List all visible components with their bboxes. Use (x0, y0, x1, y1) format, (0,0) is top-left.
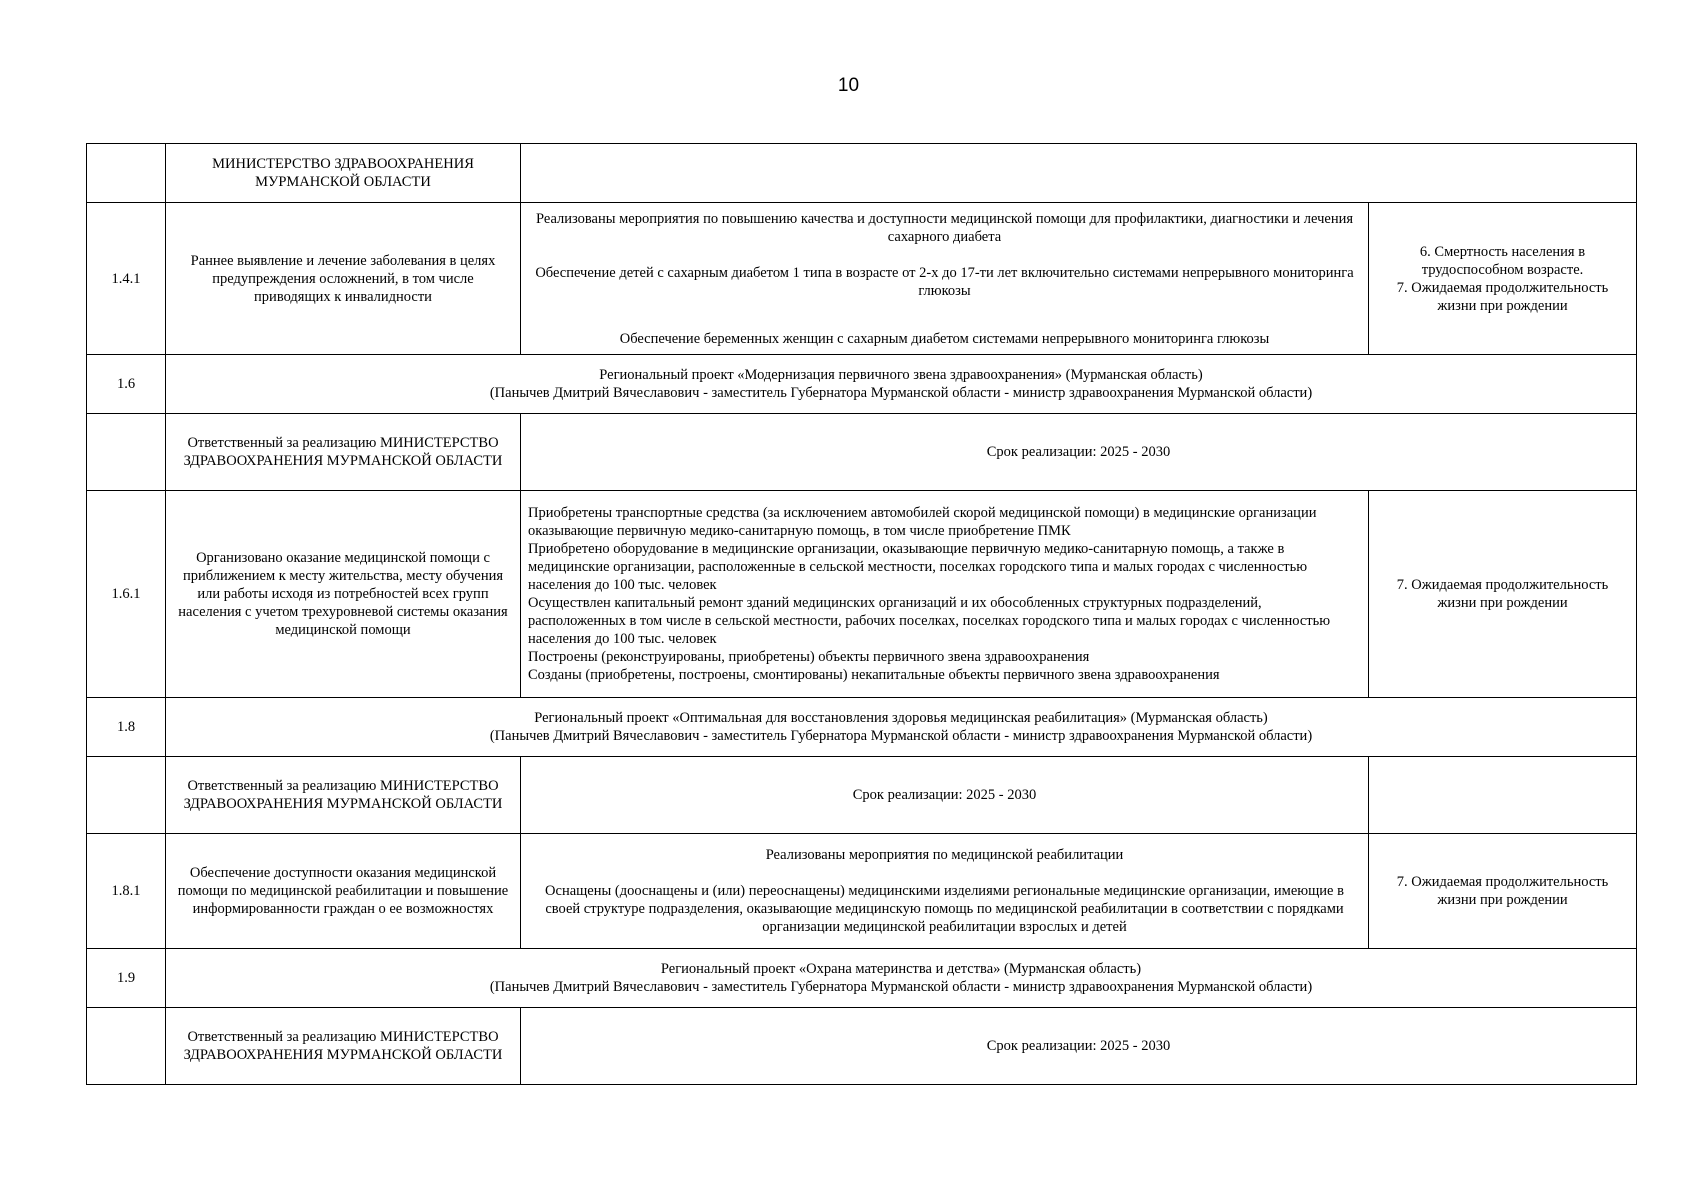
responsible-cell: Ответственный за реализацию МИНИСТЕРСТВО ЗДРАВООХРАНЕНИЯ МУРМАНСКОЙ ОБЛАСТИ (166, 1008, 521, 1085)
indicators-cell (1369, 491, 1637, 698)
task-name-cell: Обеспечение доступности оказания медицинской помощи по медицинской реабилитации и повышение информированности граждан о ее возможностях (166, 834, 521, 949)
results-cell (521, 203, 1369, 355)
table-row (87, 203, 1637, 355)
table-row (87, 491, 1637, 698)
project-responsible: (Панычев Дмитрий Вячеславович - заместитель Губернатора Мурманской области - министр здравоохранения Мурманской области) (489, 979, 1313, 995)
program-table (86, 143, 1637, 1085)
result-item: Оснащены (дооснащены и (или) переоснащены) медицинскими изделиями региональные медицинские организации, имеющие в своей структуре подразделения, оказывающие медицинскую помощь по медицинской реабилитации в соответствии с порядками организации медицинской реабилитации взрослых и детей (545, 883, 1344, 935)
project-title: Региональный проект «Модернизация первичного звена здравоохранения» (Мурманская область) (599, 367, 1203, 383)
row-number-cell: 1.6.1 (87, 491, 166, 698)
result-item: Обеспечение беременных женщин с сахарным диабетом системами непрерывного мониторинга глюкозы (619, 330, 1270, 347)
indicator-item: 6. Смертность населения в трудоспособном возрасте. (1419, 243, 1586, 278)
responsible-cell: Ответственный за реализацию МИНИСТЕРСТВО ЗДРАВООХРАНЕНИЯ МУРМАНСКОЙ ОБЛАСТИ (166, 757, 521, 834)
indicators-cell (1369, 834, 1637, 949)
row-number-cell (87, 1008, 166, 1085)
result-item: Созданы (приобретены, построены, смонтированы) некапитальные объекты первичного звена здравоохранения (528, 667, 1220, 683)
result-item: Реализованы мероприятия по повышению качества и доступности медицинской помощи для профилактики, диагностики и лечения сахарного диабета (535, 210, 1354, 245)
term-cell: Срок реализации: 2025 - 2030 (521, 414, 1637, 491)
project-responsible: (Панычев Дмитрий Вячеславович - заместитель Губернатора Мурманской области - министр здравоохранения Мурманской области) (489, 385, 1313, 401)
empty-cell (1369, 757, 1637, 834)
result-item: Приобретено оборудование в медицинские организации, оказывающие первичную медико-санитарную помощь, а также в медицинские организации, расположенные в сельской местности, поселках городского типа и малых городах с численностью населения до 100 тыс. человек (528, 541, 1308, 593)
results-cell (521, 491, 1369, 698)
project-responsible: (Панычев Дмитрий Вячеславович - заместитель Губернатора Мурманской области - министр здравоохранения Мурманской области) (489, 728, 1313, 744)
row-number-cell (87, 757, 166, 834)
project-title: Региональный проект «Оптимальная для восстановления здоровья медицинская реабилитация» (Мурманская область) (534, 710, 1268, 726)
result-item: Обеспечение детей с сахарным диабетом 1 типа в возрасте от 2-х до 17-ти лет включительно системами непрерывного мониторинга глюкозы (535, 264, 1354, 299)
row-number-cell: 1.9 (87, 949, 166, 1008)
term-cell: Срок реализации: 2025 - 2030 (521, 1008, 1637, 1085)
table-row (87, 757, 1637, 834)
result-item: Реализованы мероприятия по медицинской реабилитации (765, 847, 1124, 863)
ministry-name-cell: МИНИСТЕРСТВО ЗДРАВООХРАНЕНИЯ МУРМАНСКОЙ ОБЛАСТИ (166, 144, 521, 203)
result-item: Осуществлен капитальный ремонт зданий медицинских организаций и их обособленных структурных подразделений, расположенных в том числе в сельской местности, рабочих поселках, поселках городского типа и малых городах с численностью населения до 100 тыс. человек (528, 595, 1331, 647)
table-row (87, 834, 1637, 949)
row-number-cell (87, 414, 166, 491)
project-title: Региональный проект «Охрана материнства и детства» (Мурманская область) (660, 961, 1142, 977)
row-number-cell: 1.8.1 (87, 834, 166, 949)
table-row (87, 698, 1637, 757)
table-row (87, 1008, 1637, 1085)
table-row (87, 144, 1637, 203)
result-item: Приобретены транспортные средства (за исключением автомобилей скорой медицинской помощи) в медицинские организации оказывающие первичную медико-санитарную помощь, в том числе приобретение ПМК (528, 505, 1317, 539)
page-number: 10 (837, 75, 860, 96)
results-cell (521, 834, 1369, 949)
project-header-cell (166, 698, 1637, 757)
row-number-cell: 1.6 (87, 355, 166, 414)
table-row (87, 949, 1637, 1008)
row-number-cell: 1.4.1 (87, 203, 166, 355)
indicator-item: 7. Ожидаемая продолжительность жизни при рождении (1396, 874, 1609, 908)
project-header-cell (166, 949, 1637, 1008)
empty-cell (521, 144, 1637, 203)
table-row (87, 414, 1637, 491)
indicator-item: 7. Ожидаемая продолжительность жизни при рождении (1396, 577, 1609, 611)
indicator-item: 7. Ожидаемая продолжительность жизни при рождении (1396, 279, 1609, 314)
task-name-cell: Раннее выявление и лечение заболевания в целях предупреждения осложнений, в том числе приводящих к инвалидности (166, 203, 521, 355)
task-name-cell: Организовано оказание медицинской помощи с приближением к месту жительства, месту обучения или работы исходя из потребностей всех групп населения с учетом трехуровневой системы оказания медицинской помощи (166, 491, 521, 698)
row-number-cell: 1.8 (87, 698, 166, 757)
term-cell: Срок реализации: 2025 - 2030 (521, 757, 1369, 834)
responsible-cell: Ответственный за реализацию МИНИСТЕРСТВО ЗДРАВООХРАНЕНИЯ МУРМАНСКОЙ ОБЛАСТИ (166, 414, 521, 491)
result-item: Построены (реконструированы, приобретены) объекты первичного звена здравоохранения (528, 649, 1090, 665)
project-header-cell (166, 355, 1637, 414)
row-number-cell (87, 144, 166, 203)
table-row (87, 355, 1637, 414)
indicators-cell (1369, 203, 1637, 355)
